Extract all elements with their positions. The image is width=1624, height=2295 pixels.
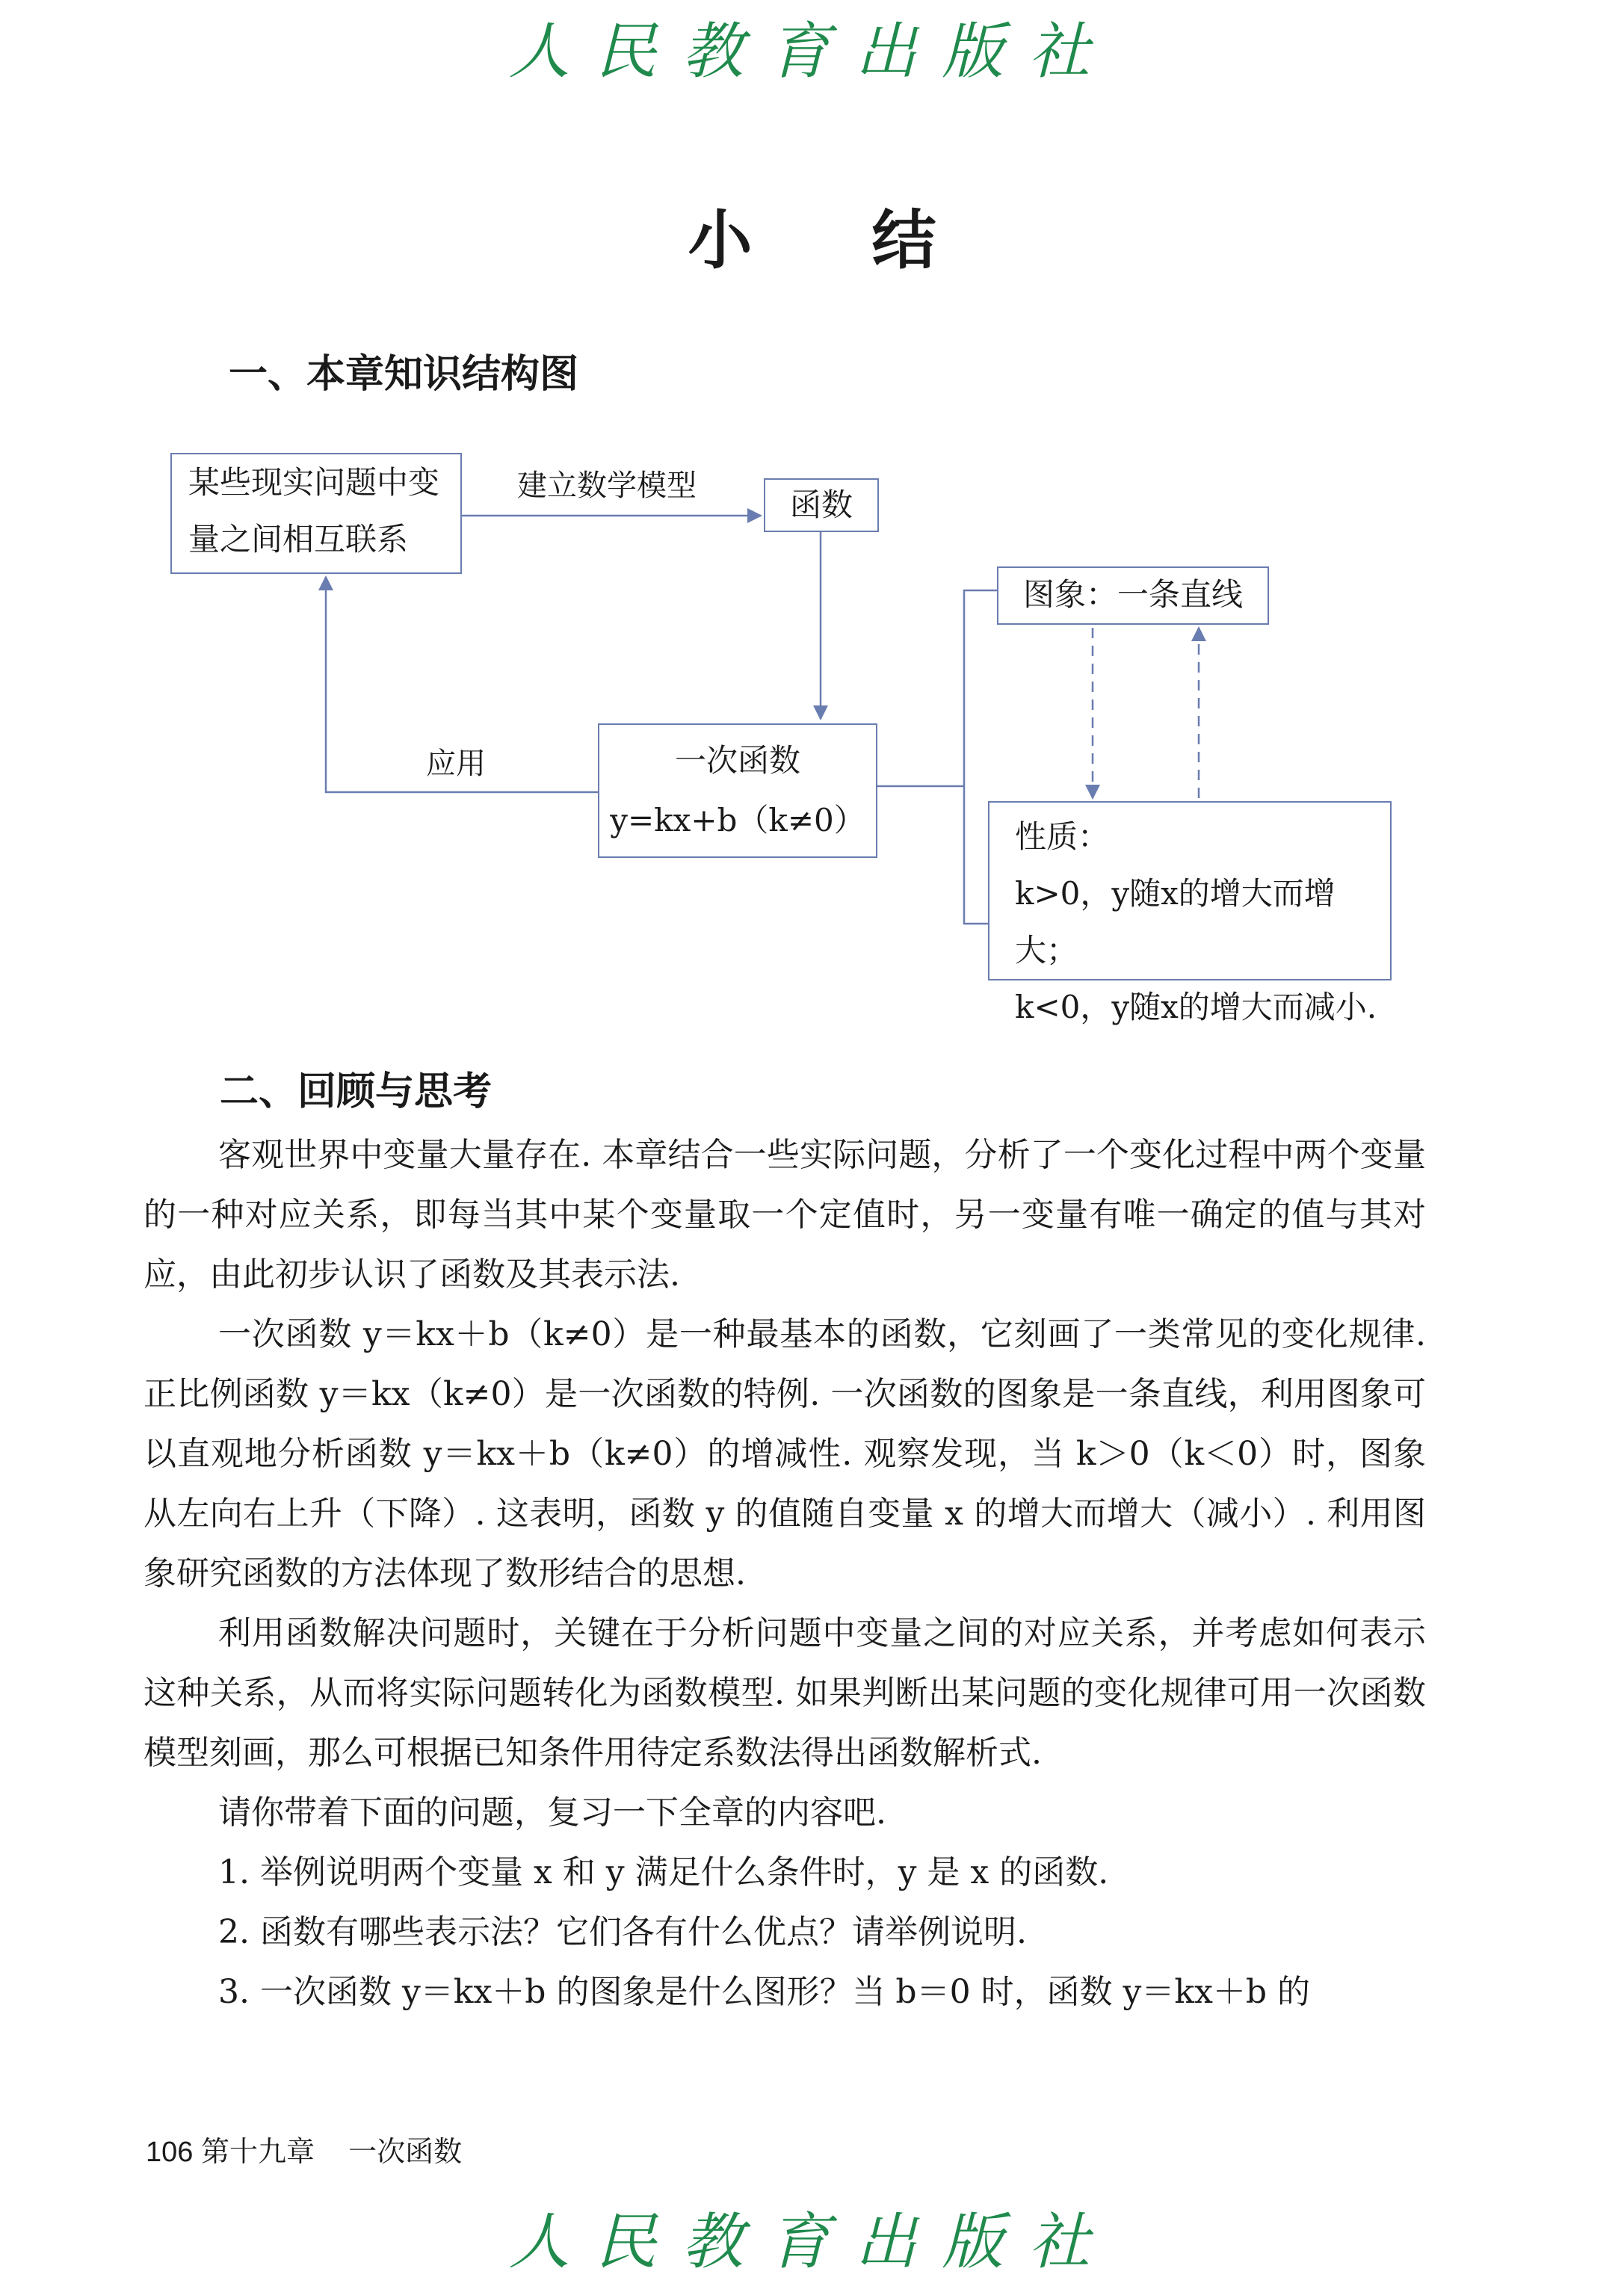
label-apply: 应用 [426, 747, 486, 781]
footer-chapter-title: 一次函数 [348, 2137, 463, 2168]
box-linear-line2: y=kx+b（k≠0） [610, 802, 865, 838]
paragraph-4: 请你带着下面的问题，复习一下全章的内容吧. [218, 1794, 886, 1832]
title-char-1: 小 [688, 203, 753, 278]
property-increase: k>0，y随x的增大而增大； [1015, 875, 1336, 969]
title-char-2: 结 [871, 203, 936, 278]
box-real-line1: 某些现实问题中变 [188, 464, 440, 501]
section-heading-review: 二、回顾与思考 [220, 1069, 493, 1114]
review-text [143, 1125, 1426, 2022]
box-property [988, 801, 1392, 1025]
paragraph-3: 利用函数解决问题时，关键在于分析问题中变量之间的对应关系，并考虑如何表示这种关系，从而将实际问题转化为函数模型. 如果判断出某问题的变化规律可用一次函数模型刻画，那么可根据已知条件用待定系数法得出函数解析式. [143, 1614, 1426, 1772]
publisher-logo-top: 人民教育出版社 [508, 16, 1116, 87]
question-2: 2. 函数有哪些表示法？它们各有什么优点？请举例说明. [218, 1913, 1027, 1951]
property-title: 性质： [1015, 818, 1110, 855]
page-number: 106 [146, 2137, 194, 2168]
box-linear-function [598, 723, 877, 858]
footer-chapter: 第十九章 [200, 2137, 315, 2168]
box-function: 函数 [764, 478, 879, 532]
knowledge-structure-diagram [0, 0, 1624, 1025]
box-linear-line1: 一次函数 [674, 742, 800, 779]
property-decrease: k<0，y随x的增大而减小. [1015, 989, 1377, 1025]
question-3: 3. 一次函数 y＝kx＋b 的图象是什么图形？当 b＝0 时，函数 y＝kx＋b 的 [218, 1973, 1311, 2011]
paragraph-2: 一次函数 y＝kx＋b（k≠0）是一种最基本的函数，它刻画了一类常见的变化规律. 正比例函数 y＝kx（k≠0）是一次函数的特例. 一次函数的图象是一条直线，利用图象可以直观地分析函数 y＝kx＋b（k≠0）的增减性. 观察发现，当 k＞0（k＜0）时，图象从左向右上升（下降）. 这表明，函数 y 的值随自变量 x 的增大而增大（减小）. 利用图象研究函数的方法体现了数形结合的思想. [143, 1315, 1426, 1593]
label-build-model: 建立数学模型 [517, 469, 697, 503]
box-real-problems [170, 453, 462, 574]
question-1: 1. 举例说明两个变量 x 和 y 满足什么条件时，y 是 x 的函数. [218, 1853, 1109, 1891]
section-heading-structure: 一、本章知识结构图 [229, 352, 579, 397]
box-graph: 图象：一条直线 [997, 566, 1269, 625]
box-real-line2: 量之间相互联系 [188, 521, 409, 557]
page-footer [146, 2128, 462, 2169]
publisher-logo-bottom: 人民教育出版社 [508, 2207, 1116, 2278]
paragraph-1: 客观世界中变量大量存在. 本章结合一些实际问题，分析了一个变化过程中两个变量的一种对应关系，即每当其中某个变量取一个定值时，另一变量有唯一确定的值与其对应，由此初步认识了函数及其表示法. [143, 1136, 1426, 1294]
